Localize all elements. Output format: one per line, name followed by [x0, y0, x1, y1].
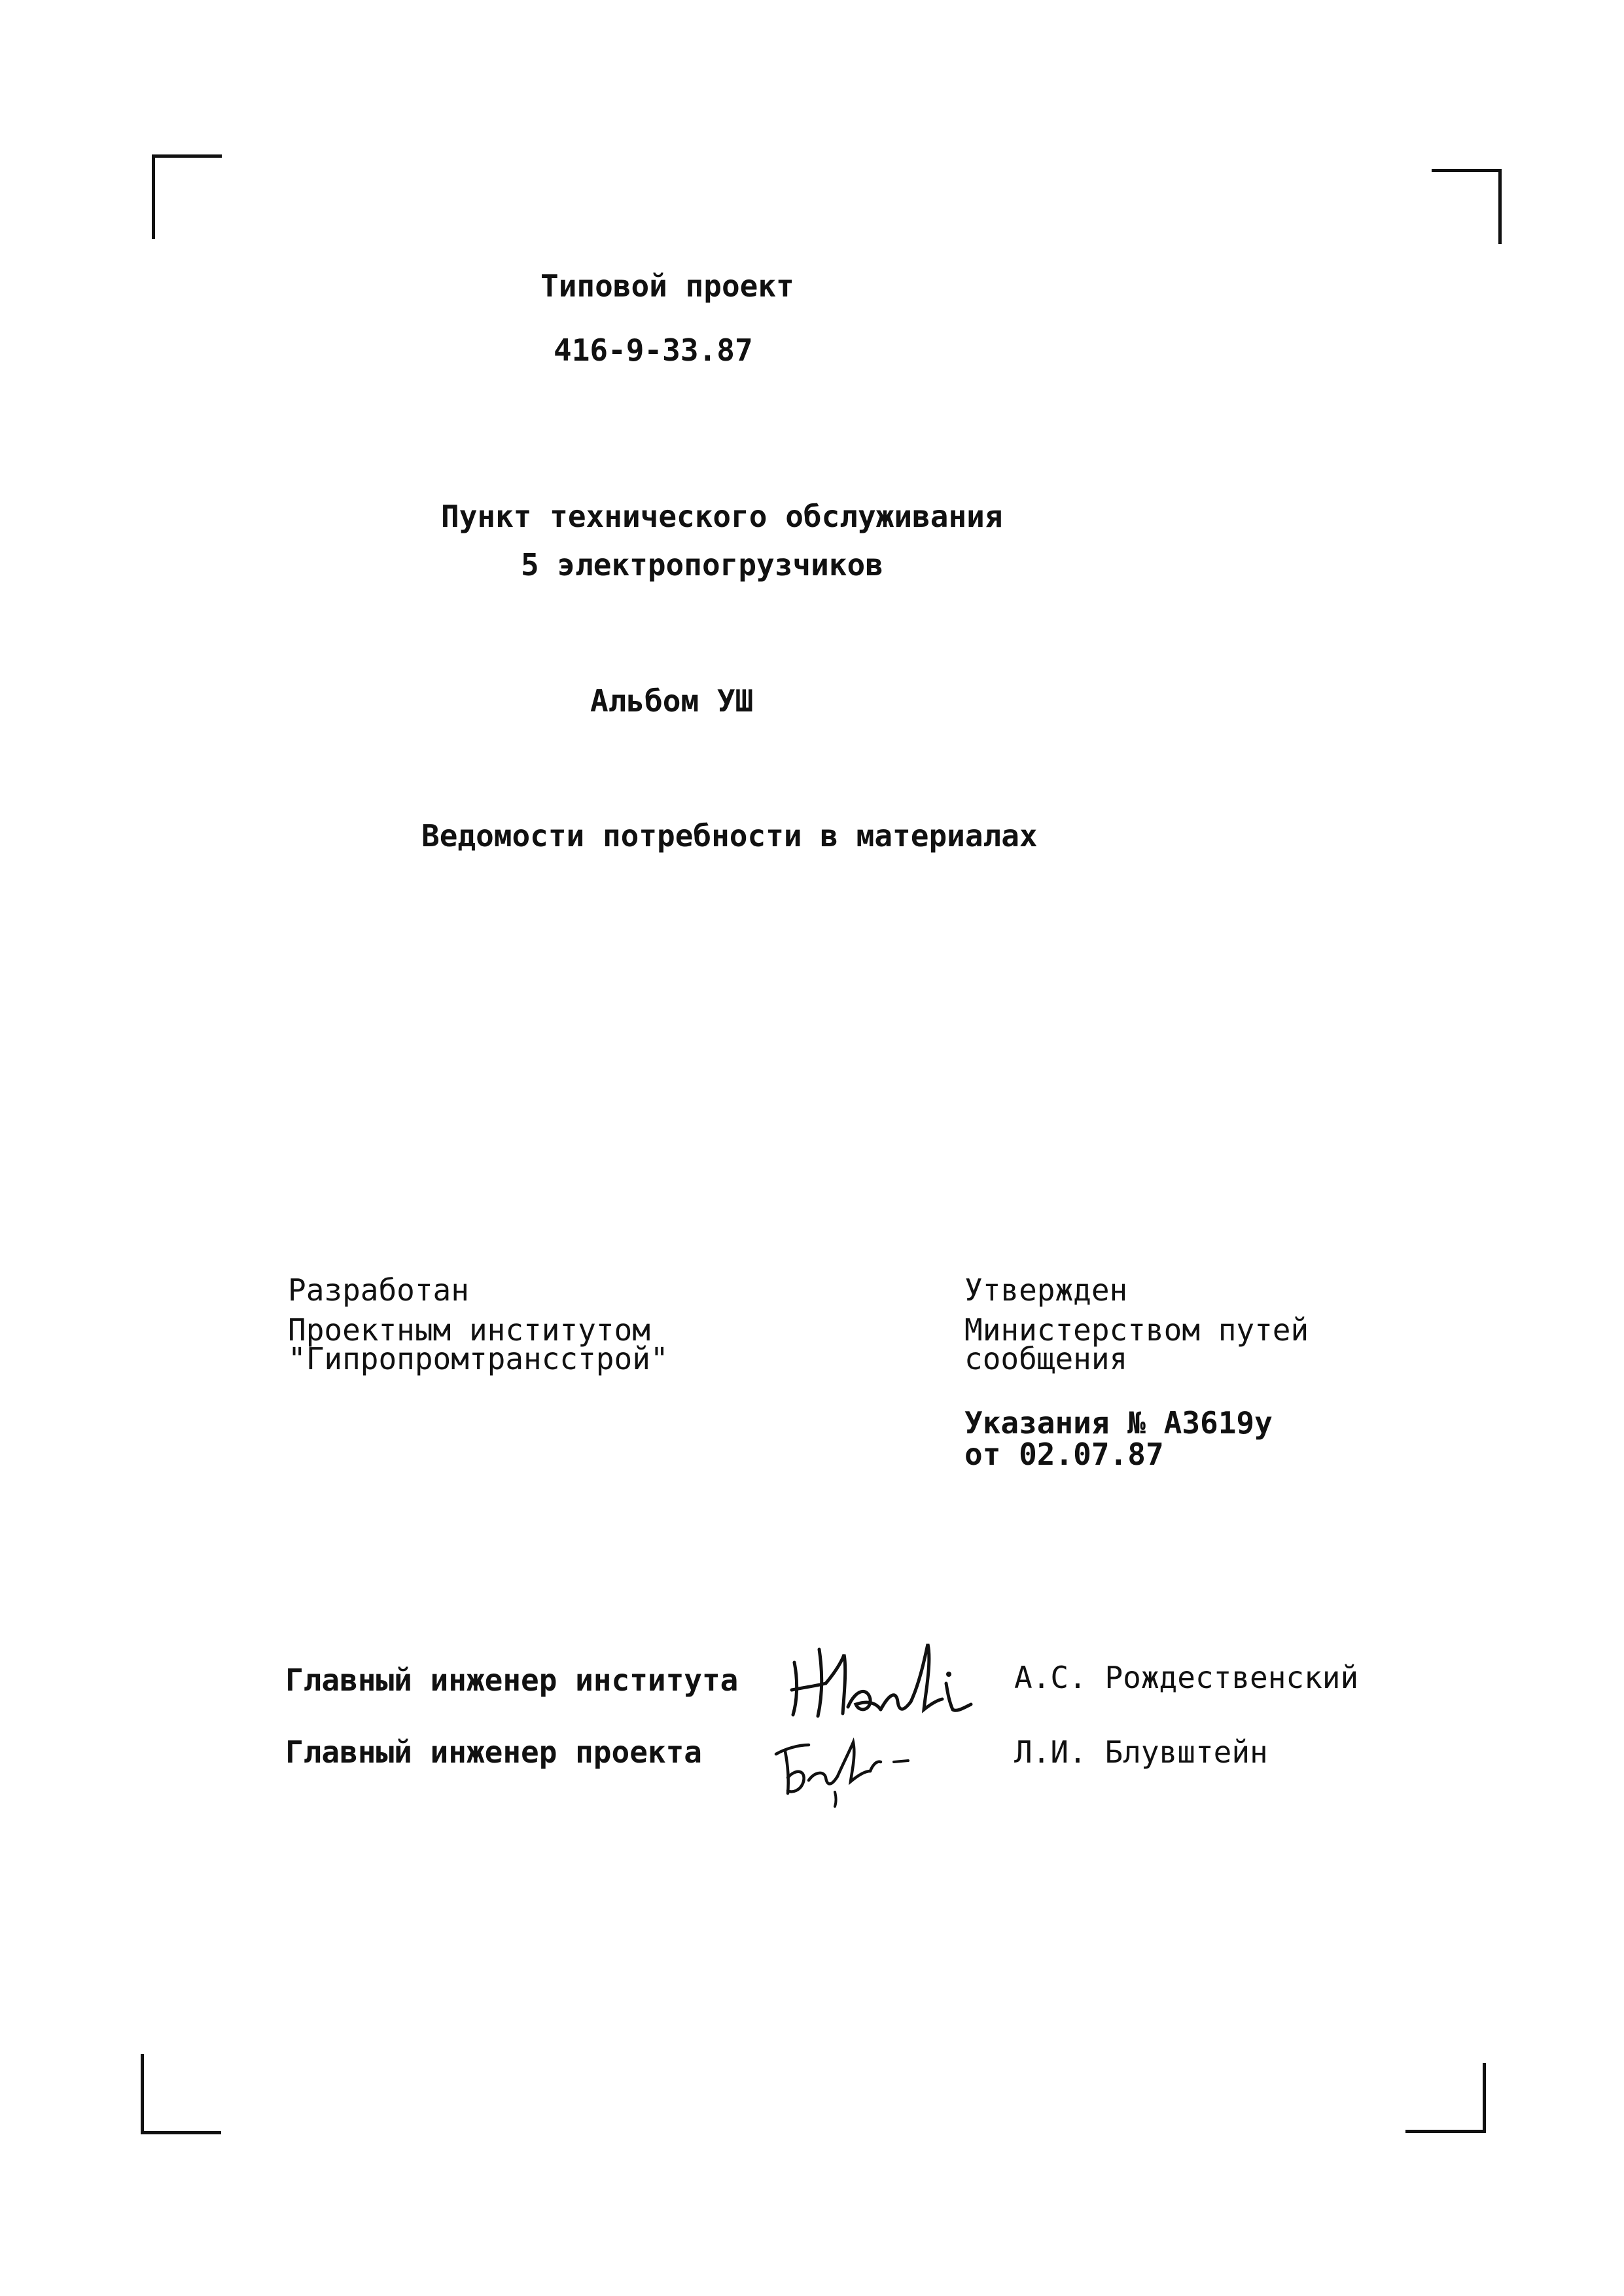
approved-line2: сообщения	[964, 1341, 1128, 1376]
developed-label: Разработан	[288, 1272, 469, 1308]
album-subject: Ведомости потребности в материалах	[421, 818, 1038, 853]
album-label: Альбом УШ	[590, 683, 754, 719]
signatory-name-institute: А.С. Рождественский	[1014, 1660, 1359, 1695]
approval-instruction-number: Указания № А3619у	[964, 1405, 1273, 1441]
developed-line1: Проектным институтом	[288, 1312, 650, 1348]
approved-label: Утвержден	[964, 1272, 1128, 1308]
handwritten-signature-project	[772, 1725, 923, 1810]
corner-mark-bottom-left	[141, 2054, 221, 2134]
handwritten-signature-institute	[785, 1636, 981, 1728]
developed-line2: "Гипропромтрансстрой"	[288, 1341, 669, 1376]
signatory-name-project: Л.И. Блувштейн	[1014, 1734, 1268, 1770]
corner-mark-top-right	[1432, 169, 1502, 244]
project-title-line2: 5 электропогрузчиков	[521, 547, 883, 583]
approved-line1: Министерством путей	[964, 1312, 1309, 1348]
corner-mark-top-left	[152, 154, 222, 239]
doc-number: 416-9-33.87	[554, 332, 753, 368]
project-title-line1: Пункт технического обслуживания	[441, 499, 1003, 534]
doc-type: Типовой проект	[540, 268, 794, 304]
signatory-role-institute: Главный инженер института	[285, 1662, 739, 1698]
approval-instruction-date: от 02.07.87	[964, 1437, 1164, 1472]
signatory-role-project: Главный инженер проекта	[285, 1734, 702, 1770]
corner-mark-bottom-right	[1405, 2063, 1486, 2133]
